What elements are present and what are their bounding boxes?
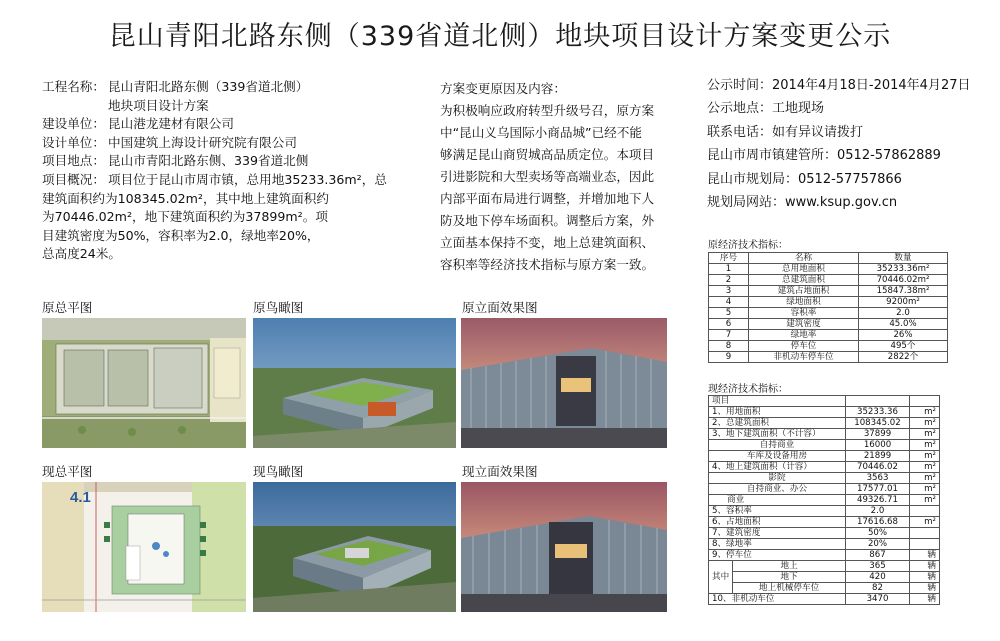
- table-row: 商业 49326.71 m²: [709, 495, 940, 506]
- orig-indicators-table: [708, 252, 948, 363]
- designer-value: 中国建筑上海设计研究院有限公司: [108, 134, 297, 150]
- cur-aerial-image: [253, 482, 456, 612]
- notice-info: [707, 74, 987, 214]
- table-row: 5 容积率 2.0: [709, 308, 948, 319]
- location-row: [42, 152, 414, 171]
- project-name-value-2: 地块项目设计方案: [108, 97, 209, 113]
- notice-planning-bureau: 昆山市规划局：0512-57757866: [707, 171, 902, 187]
- table-row: 6、占地面积 17616.68 m²: [709, 517, 940, 528]
- overview-line: 总高度24米。: [42, 246, 121, 262]
- table-row: 2 总建筑面积 70446.02m²: [709, 275, 948, 286]
- overview-line: 为70446.02m²，地下建筑面积约为37899m²。项: [42, 209, 328, 225]
- orig-facade-image: [461, 318, 667, 448]
- reason-line: 中“昆山义乌国际小商品城”已经不能: [440, 125, 642, 140]
- overview-line: 项目位于昆山市周市镇，总用地35233.36m²，总: [108, 171, 387, 187]
- table-row: 3、地下建筑面积（不计容） 37899 m²: [709, 429, 940, 440]
- table-row: 5、容积率 2.0: [709, 506, 940, 517]
- reason-line: 防及地下停车场面积。调整后方案，外: [440, 213, 655, 228]
- project-name-row: [42, 78, 414, 115]
- reason-line: 内部平面布局进行调整，并增加地下人: [440, 191, 655, 206]
- builder-value: 昆山港龙建材有限公司: [108, 116, 234, 132]
- cur-indicators-table: [708, 395, 940, 605]
- orig-aerial-image: [253, 318, 456, 448]
- notice-website[interactable]: 规划局网站：www.ksup.gov.cn: [707, 195, 898, 211]
- table-row: 其中 地上 365 辆: [709, 561, 940, 572]
- table-row: 4 绿地面积 9200m²: [709, 297, 948, 308]
- overview-label: 项目概况：: [42, 171, 105, 187]
- reason-line: 为积极响应政府转型升级号召，原方案: [440, 103, 655, 118]
- table-row: 1、用地面积 35233.36 m²: [709, 407, 940, 418]
- table-row: 8 停车位 495个: [709, 341, 948, 352]
- builder-label: 建设单位：: [42, 116, 105, 132]
- cur-facade-caption: 现立面效果图: [462, 464, 538, 479]
- reason-heading: 方案变更原因及内容：: [440, 81, 566, 96]
- orig-plan-caption: 原总平图: [42, 300, 93, 315]
- table-row: 6 建筑密度 45.0%: [709, 319, 948, 330]
- reason-line: 引进影院和大型卖场等高端业态，因此: [440, 169, 655, 184]
- notice-town-office: 昆山市周市镇建管所：0512-57862889: [707, 148, 941, 164]
- designer-label: 设计单位：: [42, 134, 105, 150]
- orig-aerial-caption: 原鸟瞰图: [253, 300, 304, 315]
- table-header-row: [709, 253, 948, 264]
- table-row: 10、非机动车位 3470 辆: [709, 594, 940, 605]
- designer-row: [42, 134, 414, 153]
- builder-row: [42, 115, 414, 134]
- page-title: 昆山青阳北路东侧（339省道北侧）地块项目设计方案变更公示: [108, 21, 892, 52]
- table-header-row: [709, 396, 940, 407]
- notice-place: 公示地点：工地现场: [707, 101, 825, 117]
- table-row: 车库及设备用房 21899 m²: [709, 451, 940, 462]
- reason-line: 够满足昆山商贸城高品质定位。本项目: [440, 147, 655, 162]
- cur-table-title: 现经济技术指标：: [708, 384, 788, 395]
- reason-line: 立面基本保持不变，地上总建筑面积、: [440, 235, 655, 250]
- table-row: 9 非机动车停车位 2822个: [709, 352, 948, 363]
- location-value: 昆山市青阳北路东侧、339省道北侧: [108, 153, 309, 169]
- table-row: 3 建筑占地面积 15847.38m²: [709, 286, 948, 297]
- project-name-value-1: 昆山青阳北路东侧（339省道北侧）: [108, 79, 309, 94]
- notice-phone-intro: 联系电话：如有异议请拨打: [707, 124, 864, 140]
- table-row: 影院 3563 m²: [709, 473, 940, 484]
- overview-line: 建筑面积约为108345.02m²，其中地上建筑面积约: [42, 190, 329, 206]
- table-row: 自持商业、办公 17577.01 m²: [709, 484, 940, 495]
- project-info: [42, 78, 414, 264]
- cur-aerial-caption: 现鸟瞰图: [253, 464, 304, 479]
- cur-facade-image: [461, 482, 667, 612]
- table-row: 地下 420 辆: [709, 572, 940, 583]
- column-header: 数量: [859, 253, 948, 264]
- group-label: 其中: [709, 561, 733, 594]
- orig-facade-caption: 原立面效果图: [462, 300, 538, 315]
- column-header: 项目: [709, 396, 846, 407]
- overview-row: [42, 171, 414, 264]
- orig-site-plan-image: [42, 318, 246, 448]
- table-row: 7 绿地率 26%: [709, 330, 948, 341]
- table-row: 9、停车位 867 辆: [709, 550, 940, 561]
- column-header: 序号: [709, 253, 749, 264]
- notice-time: 公示时间：2014年4月18日-2014年4月27日: [707, 78, 971, 93]
- cur-site-plan-image: [42, 482, 246, 612]
- table-row: 8、绿地率 20%: [709, 539, 940, 550]
- change-reason: [440, 78, 672, 276]
- column-header: 名称: [749, 253, 859, 264]
- table-row: 1 总用地面积 35233.36m²: [709, 264, 948, 275]
- plan-zone-label: 4.1: [70, 489, 91, 506]
- overview-line: 目建筑密度为50%，容积率为2.0，绿地率20%，: [42, 227, 320, 243]
- table-row: 自持商业 16000 m²: [709, 440, 940, 451]
- table-row: 2、总建筑面积 108345.02 m²: [709, 418, 940, 429]
- project-name-label: 工程名称：: [42, 79, 105, 94]
- orig-table-title: 原经济技术指标：: [708, 240, 788, 251]
- location-label: 项目地点：: [42, 153, 105, 169]
- table-row: 4、地上建筑面积（计容） 70446.02 m²: [709, 462, 940, 473]
- table-row: 地上机械停车位 82 辆: [709, 583, 940, 594]
- table-row: 7、建筑密度 50%: [709, 528, 940, 539]
- cur-plan-caption: 现总平图: [42, 464, 93, 479]
- reason-line: 容积率等经济技术指标与原方案一致。: [440, 257, 655, 272]
